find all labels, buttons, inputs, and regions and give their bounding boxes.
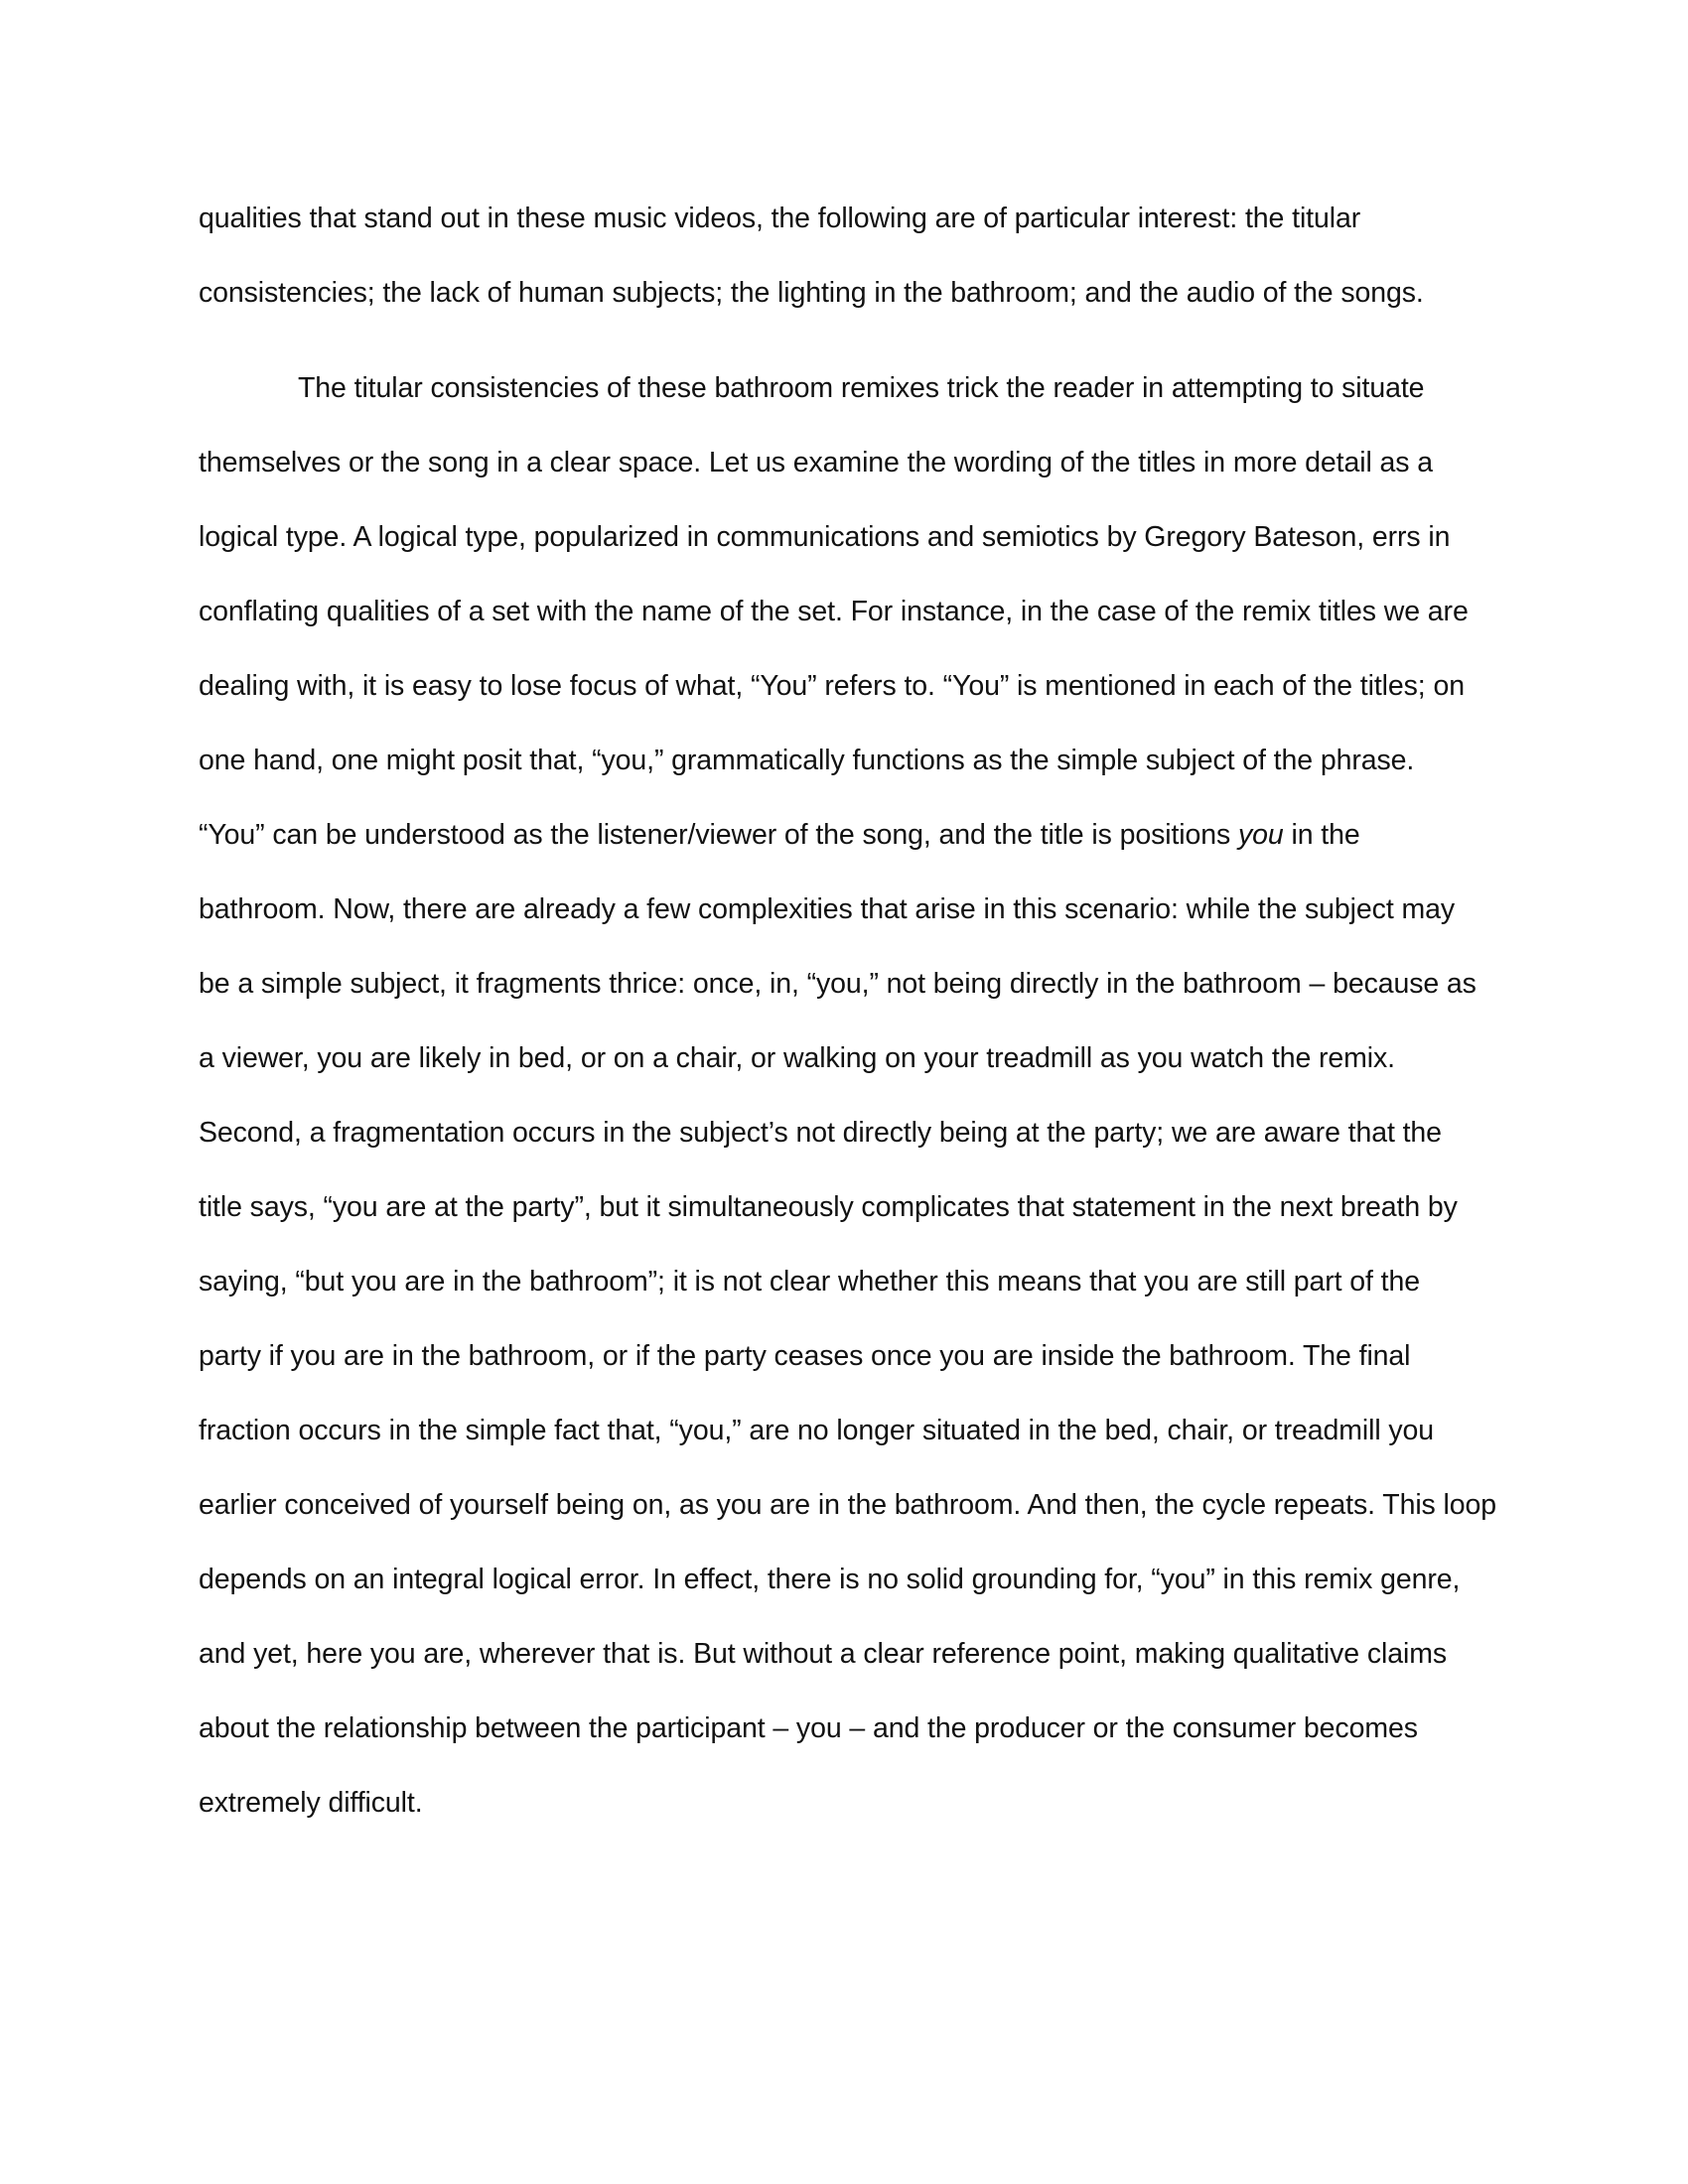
line-7-text-after: in the	[1283, 819, 1360, 851]
paragraph-2-line-14: party if you are in the bathroom, or if the party ceases once you are inside the bathroom. The final	[199, 1340, 1411, 1372]
paragraph-2-line-2: themselves or the song in a clear space. Let us examine the wording of the titles in more detail as a	[199, 447, 1433, 478]
paragraph-2-line-7	[199, 817, 1360, 853]
paragraph-2-line-19: about the relationship between the participant – you – and the producer or the consumer becomes	[199, 1712, 1418, 1744]
paragraph-1-line-2: consistencies; the lack of human subjects; the lighting in the bathroom; and the audio of the songs.	[199, 277, 1424, 309]
paragraph-2-line-11: Second, a fragmentation occurs in the subject’s not directly being at the party; we are aware that the	[199, 1117, 1442, 1149]
paragraph-2-line-3: logical type. A logical type, popularized in communications and semiotics by Gregory Bateson, errs in	[199, 521, 1451, 553]
paragraph-2-line-10: a viewer, you are likely in bed, or on a chair, or walking on your treadmill as you watch the remix.	[199, 1042, 1395, 1074]
paragraph-2-line-13: saying, “but you are in the bathroom”; it is not clear whether this means that you are still part of the	[199, 1266, 1420, 1297]
paragraph-2-line-8: bathroom. Now, there are already a few complexities that arise in this scenario: while the subject may	[199, 893, 1455, 925]
paragraph-2-line-18: and yet, here you are, wherever that is. But without a clear reference point, making qualitative claims	[199, 1638, 1448, 1670]
paragraph-2-line-1: The titular consistencies of these bathroom remixes trick the reader in attempting to situate	[298, 372, 1425, 404]
paragraph-2-line-6: one hand, one might posit that, “you,” grammatically functions as the simple subject of the phrase.	[199, 745, 1415, 776]
paragraph-2-line-20: extremely difficult.	[199, 1787, 423, 1819]
paragraph-2-line-9: be a simple subject, it fragments thrice: once, in, “you,” not being directly in the bathroom – because as	[199, 968, 1477, 1000]
line-7-text-before: “You” can be understood as the listener/viewer of the song, and the title is positions	[199, 819, 1238, 851]
paragraph-2-line-15: fraction occurs in the simple fact that, “you,” are no longer situated in the bed, chair, or treadmill you	[199, 1415, 1435, 1446]
paragraph-2-line-5: dealing with, it is easy to lose focus of what, “You” refers to. “You” is mentioned in each of the titles; on	[199, 670, 1465, 702]
paragraph-1-line-1: qualities that stand out in these music videos, the following are of particular interest: the titular	[199, 203, 1361, 234]
paragraph-2-line-12: title says, “you are at the party”, but it simultaneously complicates that statement in the next breath by	[199, 1191, 1458, 1223]
emphasis-you: you	[1237, 819, 1284, 851]
paragraph-2-line-4: conflating qualities of a set with the name of the set. For instance, in the case of the remix titles we are	[199, 596, 1469, 627]
paragraph-2-line-16: earlier conceived of yourself being on, as you are in the bathroom. And then, the cycle repeats. This loop	[199, 1489, 1496, 1521]
paragraph-2-line-17: depends on an integral logical error. In effect, there is no solid grounding for, “you” in this remix genre,	[199, 1564, 1461, 1595]
